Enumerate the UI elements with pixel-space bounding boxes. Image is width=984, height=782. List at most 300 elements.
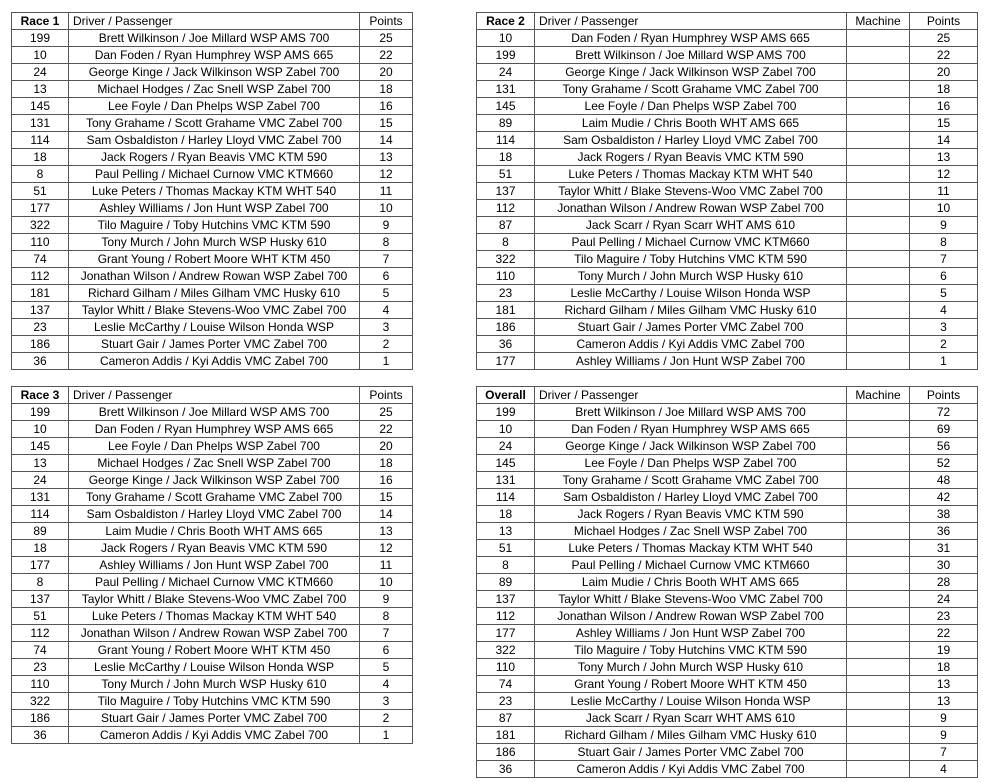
table-row — [12, 727, 413, 744]
table-row — [12, 319, 413, 336]
table-row — [477, 166, 978, 183]
machine-cell — [847, 47, 910, 64]
table-row — [12, 183, 413, 200]
driver-passenger-name: Leslie McCarthy / Louise Wilson Honda WSP — [69, 659, 360, 676]
points-cell: 7 — [360, 625, 413, 642]
table-row — [12, 115, 413, 132]
table-row — [477, 234, 978, 251]
driver-passenger-name: Tony Grahame / Scott Grahame VMC Zabel 700 — [69, 115, 360, 132]
points-cell: 13 — [910, 676, 978, 693]
driver-passenger-name: Leslie McCarthy / Louise Wilson Honda WSP — [535, 693, 847, 710]
points-cell: 20 — [910, 64, 978, 81]
driver-passenger-name: Tilo Maguire / Toby Hutchins VMC KTM 590 — [535, 642, 847, 659]
points-cell: 2 — [360, 336, 413, 353]
race-number: 186 — [477, 319, 535, 336]
points-cell: 72 — [910, 404, 978, 421]
driver-passenger-name: Stuart Gair / James Porter VMC Zabel 700 — [69, 336, 360, 353]
points-cell: 11 — [360, 557, 413, 574]
machine-cell — [847, 98, 910, 115]
race-number: 199 — [477, 47, 535, 64]
table-row — [477, 251, 978, 268]
race-number: 74 — [12, 251, 69, 268]
table-row — [477, 47, 978, 64]
table-row — [12, 421, 413, 438]
table-row — [477, 472, 978, 489]
machine-cell — [847, 523, 910, 540]
race-number: 177 — [12, 200, 69, 217]
points-cell: 22 — [910, 47, 978, 64]
table-header-row — [12, 13, 413, 30]
table-header-row — [12, 387, 413, 404]
points-cell: 20 — [360, 64, 413, 81]
points-cell: 7 — [910, 251, 978, 268]
table-row — [477, 149, 978, 166]
race-number: 18 — [477, 506, 535, 523]
points-cell: 10 — [360, 574, 413, 591]
points-cell: 23 — [910, 608, 978, 625]
race-title: Race 2 — [477, 13, 535, 30]
race-number: 110 — [477, 268, 535, 285]
machine-header: Machine — [847, 387, 910, 404]
machine-cell — [847, 302, 910, 319]
machine-cell — [847, 421, 910, 438]
points-cell: 19 — [910, 642, 978, 659]
driver-passenger-name: Tony Murch / John Murch WSP Husky 610 — [535, 268, 847, 285]
points-cell: 4 — [910, 302, 978, 319]
table-row — [477, 132, 978, 149]
table-row — [12, 455, 413, 472]
points-cell: 10 — [360, 200, 413, 217]
machine-cell — [847, 642, 910, 659]
table-row — [12, 251, 413, 268]
machine-cell — [847, 710, 910, 727]
points-cell: 11 — [360, 183, 413, 200]
driver-passenger-name: Sam Osbaldiston / Harley Lloyd VMC Zabel 700 — [69, 506, 360, 523]
table-row — [12, 302, 413, 319]
race-number: 181 — [477, 727, 535, 744]
points-cell: 30 — [910, 557, 978, 574]
machine-cell — [847, 166, 910, 183]
race-number: 87 — [477, 710, 535, 727]
machine-cell — [847, 727, 910, 744]
table-row — [12, 404, 413, 421]
race-number: 114 — [12, 132, 69, 149]
machine-header: Machine — [847, 13, 910, 30]
driver-passenger-name: Tony Grahame / Scott Grahame VMC Zabel 700 — [535, 81, 847, 98]
race-number: 177 — [477, 625, 535, 642]
table-row — [12, 149, 413, 166]
points-cell: 7 — [360, 251, 413, 268]
driver-passenger-name: Sam Osbaldiston / Harley Lloyd VMC Zabel 700 — [69, 132, 360, 149]
driver-passenger-name: Laim Mudie / Chris Booth WHT AMS 665 — [535, 574, 847, 591]
machine-cell — [847, 574, 910, 591]
driver-passenger-name: Ashley Williams / Jon Hunt WSP Zabel 700 — [69, 200, 360, 217]
driver-passenger-name: Jack Rogers / Ryan Beavis VMC KTM 590 — [69, 540, 360, 557]
race-number: 8 — [12, 574, 69, 591]
driver-passenger-name: Paul Pelling / Michael Curnow VMC KTM660 — [69, 166, 360, 183]
race-number: 74 — [12, 642, 69, 659]
points-cell: 9 — [910, 710, 978, 727]
points-cell: 9 — [910, 217, 978, 234]
points-cell: 18 — [360, 455, 413, 472]
points-cell: 2 — [910, 336, 978, 353]
points-cell: 15 — [360, 489, 413, 506]
race-number: 23 — [12, 659, 69, 676]
machine-cell — [847, 319, 910, 336]
driver-passenger-name: Tilo Maguire / Toby Hutchins VMC KTM 590 — [69, 693, 360, 710]
points-cell: 6 — [360, 268, 413, 285]
points-cell: 6 — [910, 268, 978, 285]
points-cell: 14 — [360, 132, 413, 149]
race-number: 322 — [12, 693, 69, 710]
race-number: 51 — [12, 608, 69, 625]
points-cell: 25 — [910, 30, 978, 47]
race-number: 131 — [12, 115, 69, 132]
driver-passenger-name: Grant Young / Robert Moore WHT KTM 450 — [69, 642, 360, 659]
table-row — [12, 268, 413, 285]
driver-passenger-name: Dan Foden / Ryan Humphrey WSP AMS 665 — [69, 421, 360, 438]
machine-cell — [847, 608, 910, 625]
points-cell: 16 — [910, 98, 978, 115]
table-row — [477, 625, 978, 642]
points-cell: 9 — [360, 217, 413, 234]
race-number: 23 — [12, 319, 69, 336]
points-cell: 12 — [360, 540, 413, 557]
race-number: 24 — [477, 438, 535, 455]
table-row — [12, 30, 413, 47]
machine-cell — [847, 251, 910, 268]
race-number: 131 — [477, 81, 535, 98]
points-cell: 25 — [360, 404, 413, 421]
table-row — [12, 506, 413, 523]
table-row — [12, 81, 413, 98]
driver-passenger-name: Cameron Addis / Kyi Addis VMC Zabel 700 — [535, 761, 847, 778]
table-row — [477, 727, 978, 744]
driver-passenger-name: Jonathan Wilson / Andrew Rowan WSP Zabel 700 — [535, 608, 847, 625]
table-row — [477, 285, 978, 302]
table-row — [477, 64, 978, 81]
table-row — [477, 302, 978, 319]
points-cell: 16 — [360, 472, 413, 489]
points-cell: 48 — [910, 472, 978, 489]
table-row — [477, 506, 978, 523]
race-number: 18 — [477, 149, 535, 166]
points-cell: 5 — [360, 285, 413, 302]
table-row — [12, 217, 413, 234]
driver-passenger-name: Ashley Williams / Jon Hunt WSP Zabel 700 — [69, 557, 360, 574]
points-cell: 1 — [360, 353, 413, 370]
driver-passenger-name: Michael Hodges / Zac Snell WSP Zabel 700 — [535, 523, 847, 540]
points-cell: 9 — [910, 727, 978, 744]
points-cell: 31 — [910, 540, 978, 557]
machine-cell — [847, 455, 910, 472]
race-number: 322 — [477, 642, 535, 659]
machine-cell — [847, 489, 910, 506]
table-row — [12, 438, 413, 455]
machine-cell — [847, 591, 910, 608]
race-number: 51 — [477, 166, 535, 183]
points-cell: 3 — [360, 319, 413, 336]
race-number: 10 — [12, 421, 69, 438]
race-number: 13 — [477, 523, 535, 540]
driver-passenger-name: Dan Foden / Ryan Humphrey WSP AMS 665 — [69, 47, 360, 64]
driver-passenger-name: Taylor Whitt / Blake Stevens-Woo VMC Zabel 700 — [535, 183, 847, 200]
table-row — [477, 591, 978, 608]
driver-passenger-name: Paul Pelling / Michael Curnow VMC KTM660 — [535, 557, 847, 574]
race-number: 131 — [477, 472, 535, 489]
table-row — [477, 761, 978, 778]
points-cell: 5 — [910, 285, 978, 302]
race-1-results-table — [11, 12, 413, 370]
machine-cell — [847, 404, 910, 421]
driver-passenger-name: Brett Wilkinson / Joe Millard WSP AMS 700 — [69, 404, 360, 421]
points-cell: 10 — [910, 200, 978, 217]
driver-passenger-name: Tony Murch / John Murch WSP Husky 610 — [69, 676, 360, 693]
driver-passenger-name: Stuart Gair / James Porter VMC Zabel 700 — [535, 744, 847, 761]
race-number: 145 — [12, 98, 69, 115]
points-cell: 56 — [910, 438, 978, 455]
race-number: 181 — [12, 285, 69, 302]
machine-cell — [847, 540, 910, 557]
table-row — [12, 132, 413, 149]
machine-cell — [847, 30, 910, 47]
table-row — [12, 591, 413, 608]
table-row — [477, 523, 978, 540]
race-number: 322 — [12, 217, 69, 234]
race-number: 23 — [477, 285, 535, 302]
points-cell: 18 — [910, 659, 978, 676]
race-number: 10 — [477, 30, 535, 47]
race-number: 8 — [477, 234, 535, 251]
machine-cell — [847, 200, 910, 217]
race-number: 18 — [12, 540, 69, 557]
machine-cell — [847, 285, 910, 302]
race-number: 137 — [12, 591, 69, 608]
driver-passenger-name: Jonathan Wilson / Andrew Rowan WSP Zabel 700 — [69, 625, 360, 642]
table-header-row — [477, 387, 978, 404]
points-cell: 69 — [910, 421, 978, 438]
race-number: 8 — [477, 557, 535, 574]
table-row — [477, 608, 978, 625]
machine-cell — [847, 557, 910, 574]
driver-passenger-name: Tony Grahame / Scott Grahame VMC Zabel 700 — [535, 472, 847, 489]
table-row — [477, 336, 978, 353]
race-number: 87 — [477, 217, 535, 234]
race-number: 36 — [12, 727, 69, 744]
table-row — [12, 472, 413, 489]
driver-passenger-name: Tony Murch / John Murch WSP Husky 610 — [535, 659, 847, 676]
points-cell: 13 — [910, 149, 978, 166]
table-row — [477, 574, 978, 591]
driver-passenger-name: Richard Gilham / Miles Gilham VMC Husky 610 — [535, 727, 847, 744]
driver-passenger-name: Tilo Maguire / Toby Hutchins VMC KTM 590 — [535, 251, 847, 268]
machine-cell — [847, 472, 910, 489]
table-row — [12, 285, 413, 302]
race-number: 89 — [477, 115, 535, 132]
race-number: 13 — [12, 455, 69, 472]
points-cell: 22 — [360, 47, 413, 64]
driver-passenger-name: Michael Hodges / Zac Snell WSP Zabel 700 — [69, 455, 360, 472]
table-row — [477, 438, 978, 455]
driver-passenger-name: Cameron Addis / Kyi Addis VMC Zabel 700 — [69, 353, 360, 370]
race-number: 36 — [477, 761, 535, 778]
race-number: 177 — [12, 557, 69, 574]
points-cell: 42 — [910, 489, 978, 506]
race-number: 112 — [12, 268, 69, 285]
points-cell: 18 — [910, 81, 978, 98]
driver-passenger-name: Lee Foyle / Dan Phelps WSP Zabel 700 — [69, 98, 360, 115]
race-3-results-table — [11, 386, 413, 744]
table-row — [477, 421, 978, 438]
points-cell: 13 — [910, 693, 978, 710]
race-number: 112 — [12, 625, 69, 642]
driver-passenger-header: Driver / Passenger — [535, 13, 847, 30]
machine-cell — [847, 438, 910, 455]
points-cell: 8 — [360, 234, 413, 251]
table-row — [12, 353, 413, 370]
table-row — [12, 98, 413, 115]
race-number: 177 — [477, 353, 535, 370]
machine-cell — [847, 132, 910, 149]
table-row — [477, 404, 978, 421]
table-row — [12, 336, 413, 353]
driver-passenger-header: Driver / Passenger — [535, 387, 847, 404]
driver-passenger-name: Brett Wilkinson / Joe Millard WSP AMS 700 — [535, 404, 847, 421]
table-row — [12, 693, 413, 710]
table-row — [477, 268, 978, 285]
driver-passenger-name: Taylor Whitt / Blake Stevens-Woo VMC Zabel 700 — [69, 591, 360, 608]
driver-passenger-header: Driver / Passenger — [69, 387, 360, 404]
race-number: 186 — [12, 710, 69, 727]
table-row — [12, 642, 413, 659]
machine-cell — [847, 744, 910, 761]
points-cell: 22 — [360, 421, 413, 438]
table-row — [477, 676, 978, 693]
table-row — [12, 166, 413, 183]
table-row — [477, 557, 978, 574]
points-header: Points — [910, 13, 978, 30]
race-number: 145 — [477, 455, 535, 472]
table-row — [477, 540, 978, 557]
points-cell: 20 — [360, 438, 413, 455]
points-cell: 3 — [910, 319, 978, 336]
race-number: 18 — [12, 149, 69, 166]
race-number: 74 — [477, 676, 535, 693]
driver-passenger-name: George Kinge / Jack Wilkinson WSP Zabel 700 — [69, 472, 360, 489]
driver-passenger-name: Dan Foden / Ryan Humphrey WSP AMS 665 — [535, 421, 847, 438]
table-row — [477, 115, 978, 132]
race-number: 36 — [12, 353, 69, 370]
driver-passenger-name: Stuart Gair / James Porter VMC Zabel 700 — [69, 710, 360, 727]
points-cell: 4 — [360, 302, 413, 319]
table-row — [12, 710, 413, 727]
table-row — [477, 642, 978, 659]
race-number: 13 — [12, 81, 69, 98]
table-row — [12, 676, 413, 693]
driver-passenger-name: Sam Osbaldiston / Harley Lloyd VMC Zabel 700 — [535, 132, 847, 149]
driver-passenger-name: Jack Rogers / Ryan Beavis VMC KTM 590 — [69, 149, 360, 166]
driver-passenger-name: Paul Pelling / Michael Curnow VMC KTM660 — [69, 574, 360, 591]
race-number: 137 — [12, 302, 69, 319]
driver-passenger-name: Taylor Whitt / Blake Stevens-Woo VMC Zabel 700 — [535, 591, 847, 608]
points-cell: 12 — [910, 166, 978, 183]
race-number: 137 — [477, 183, 535, 200]
table-row — [477, 200, 978, 217]
machine-cell — [847, 149, 910, 166]
driver-passenger-name: Jack Scarr / Ryan Scarr WHT AMS 610 — [535, 217, 847, 234]
machine-cell — [847, 506, 910, 523]
driver-passenger-name: Luke Peters / Thomas Mackay KTM WHT 540 — [69, 183, 360, 200]
points-cell: 6 — [360, 642, 413, 659]
points-cell: 18 — [360, 81, 413, 98]
points-cell: 14 — [360, 506, 413, 523]
points-header: Points — [360, 13, 413, 30]
driver-passenger-name: Richard Gilham / Miles Gilham VMC Husky 610 — [535, 302, 847, 319]
machine-cell — [847, 676, 910, 693]
driver-passenger-name: Tony Grahame / Scott Grahame VMC Zabel 700 — [69, 489, 360, 506]
table-row — [477, 183, 978, 200]
points-cell: 12 — [360, 166, 413, 183]
table-row — [12, 608, 413, 625]
driver-passenger-name: Jack Scarr / Ryan Scarr WHT AMS 610 — [535, 710, 847, 727]
table-row — [12, 234, 413, 251]
race-number: 145 — [12, 438, 69, 455]
driver-passenger-name: George Kinge / Jack Wilkinson WSP Zabel 700 — [535, 438, 847, 455]
driver-passenger-name: Cameron Addis / Kyi Addis VMC Zabel 700 — [69, 727, 360, 744]
race-number: 181 — [477, 302, 535, 319]
machine-cell — [847, 183, 910, 200]
table-row — [477, 353, 978, 370]
table-row — [477, 489, 978, 506]
table-row — [477, 98, 978, 115]
race-number: 322 — [477, 251, 535, 268]
driver-passenger-name: Laim Mudie / Chris Booth WHT AMS 665 — [69, 523, 360, 540]
points-cell: 13 — [360, 149, 413, 166]
points-cell: 8 — [360, 608, 413, 625]
driver-passenger-name: Grant Young / Robert Moore WHT KTM 450 — [69, 251, 360, 268]
race-number: 186 — [477, 744, 535, 761]
table-row — [477, 744, 978, 761]
points-cell: 25 — [360, 30, 413, 47]
driver-passenger-name: Michael Hodges / Zac Snell WSP Zabel 700 — [69, 81, 360, 98]
race-number: 199 — [12, 30, 69, 47]
machine-cell — [847, 64, 910, 81]
race-number: 114 — [477, 132, 535, 149]
points-cell: 24 — [910, 591, 978, 608]
driver-passenger-name: Dan Foden / Ryan Humphrey WSP AMS 665 — [535, 30, 847, 47]
table-row — [477, 319, 978, 336]
driver-passenger-name: Paul Pelling / Michael Curnow VMC KTM660 — [535, 234, 847, 251]
driver-passenger-name: Tilo Maguire / Toby Hutchins VMC KTM 590 — [69, 217, 360, 234]
table-row — [12, 64, 413, 81]
race-number: 24 — [12, 64, 69, 81]
driver-passenger-name: Laim Mudie / Chris Booth WHT AMS 665 — [535, 115, 847, 132]
points-cell: 13 — [360, 523, 413, 540]
table-row — [477, 81, 978, 98]
points-cell: 11 — [910, 183, 978, 200]
table-row — [477, 693, 978, 710]
driver-passenger-name: Stuart Gair / James Porter VMC Zabel 700 — [535, 319, 847, 336]
driver-passenger-name: Jonathan Wilson / Andrew Rowan WSP Zabel 700 — [69, 268, 360, 285]
points-cell: 36 — [910, 523, 978, 540]
points-cell: 38 — [910, 506, 978, 523]
points-cell: 15 — [910, 115, 978, 132]
points-cell: 52 — [910, 455, 978, 472]
driver-passenger-name: Taylor Whitt / Blake Stevens-Woo VMC Zabel 700 — [69, 302, 360, 319]
driver-passenger-name: Lee Foyle / Dan Phelps WSP Zabel 700 — [535, 455, 847, 472]
race-number: 10 — [12, 47, 69, 64]
race-number: 110 — [12, 234, 69, 251]
